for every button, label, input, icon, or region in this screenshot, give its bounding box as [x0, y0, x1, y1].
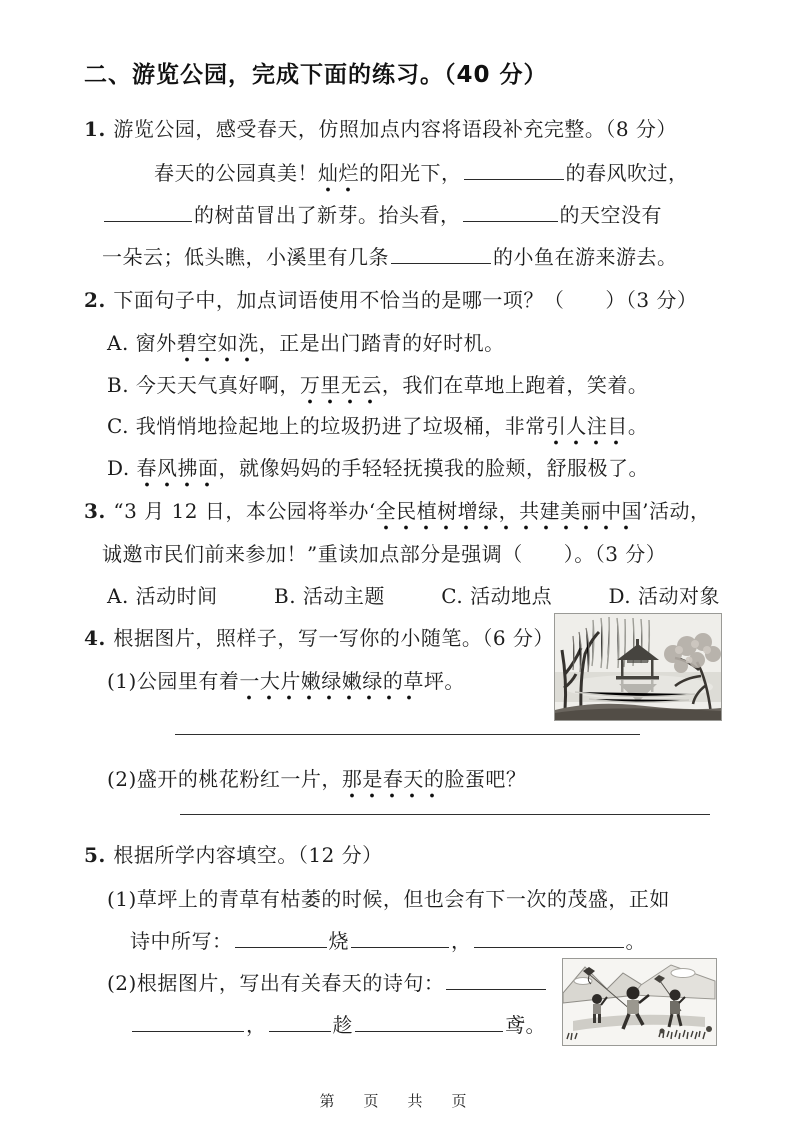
text-segment: ，就像妈妈的手轻轻抚摸我的脸颊，舒服极了。	[218, 456, 650, 480]
q3-prompt-line2	[102, 539, 666, 569]
emphasized-text: 全民植树增绿，共建美丽中国	[376, 499, 643, 531]
answer-blank[interactable]	[104, 201, 192, 222]
text-segment: 烧	[328, 929, 349, 953]
kite-illustration-svg	[563, 959, 716, 1045]
section-title: 二、游览公园，完成下面的练习。（40 分）	[84, 62, 548, 88]
q5-prompt	[84, 840, 383, 870]
answer-blank[interactable]	[474, 927, 624, 948]
q1-paragraph-line3	[102, 242, 678, 272]
q2-prompt	[84, 285, 697, 315]
q5-sub2-line2	[130, 1010, 546, 1040]
answer-blank[interactable]	[132, 1011, 244, 1032]
q1-paragraph-line2	[102, 200, 662, 230]
text-segment: 的阳光下，	[359, 161, 462, 185]
q1-paragraph-line1	[154, 158, 689, 188]
children-flying-kites-illustration	[562, 958, 717, 1046]
text-segment: ’活动，	[642, 499, 711, 523]
q3-options-row	[107, 581, 720, 611]
emphasized-text: 引人注目	[546, 414, 628, 446]
answer-blank[interactable]	[446, 969, 546, 990]
answer-blank[interactable]	[351, 927, 449, 948]
answer-blank[interactable]	[391, 243, 491, 264]
text-segment: 趁	[332, 1013, 353, 1037]
q3-option-c: C. 活动地点	[441, 584, 553, 608]
text-segment: 2.	[84, 288, 114, 312]
park-illustration-svg	[555, 614, 721, 720]
emphasized-text: 灿烂	[318, 161, 359, 193]
text-segment: (2)盛开的桃花粉红一片，	[107, 767, 342, 791]
answer-blank[interactable]	[355, 1011, 503, 1032]
q3-option-b: B. 活动主题	[274, 584, 385, 608]
text-segment: 诗中所写：	[130, 929, 233, 953]
q4-sub2	[107, 764, 526, 794]
text-segment: 根据图片，照样子，写一写你的小随笔。（6 分）	[113, 626, 554, 650]
text-segment: B. 今天天气真好啊，	[107, 373, 300, 397]
q1-prompt	[84, 114, 677, 144]
text-segment: 春天的公园真美！	[154, 161, 318, 185]
text-segment: 一朵云；低头瞧，小溪里有几条	[102, 245, 389, 269]
text-segment: 鸢。	[505, 1013, 546, 1037]
q2-option-b	[107, 370, 648, 400]
q5-sub1-line1	[107, 884, 670, 914]
answer-blank[interactable]	[464, 159, 564, 180]
q2-option-d	[107, 453, 649, 483]
text-segment: 下面句子中，加点词语使用不恰当的是哪一项？（ ）（3 分）	[113, 288, 698, 312]
q3-prompt-line1	[84, 496, 711, 526]
text-segment: A. 窗外	[107, 331, 177, 355]
q2-option-a	[107, 328, 505, 358]
q4-sub1-answer-line[interactable]	[175, 734, 640, 735]
text-segment: 脸蛋吧？	[444, 767, 527, 791]
emphasized-text: 春风拂面	[137, 456, 219, 488]
text-segment: 。	[625, 929, 646, 953]
text-segment: 根据所学内容填空。（12 分）	[113, 843, 383, 867]
text-segment: 坪。	[423, 669, 465, 693]
q5-sub2-line1	[107, 968, 548, 998]
park-lake-pavilion-illustration	[554, 613, 722, 721]
answer-blank[interactable]	[463, 201, 558, 222]
text-segment: 5.	[84, 843, 114, 867]
emphasized-text: 碧空如洗	[177, 331, 259, 363]
text-segment: 的春风吹过，	[565, 161, 689, 185]
text-segment: 的树苗冒出了新芽。抬头看，	[194, 203, 461, 227]
text-segment: ，	[451, 929, 472, 953]
text-segment: “3 月 12 日，本公园将举办‘	[113, 499, 376, 523]
text-segment: ，我们在草地上跑着，笑着。	[381, 373, 649, 397]
answer-blank[interactable]	[269, 1011, 331, 1032]
text-segment: 游览公园，感受春天，仿照加点内容将语段补充完整。（8 分）	[113, 117, 677, 141]
q4-sub2-answer-line[interactable]	[180, 814, 710, 815]
text-segment: 诚邀市民们前来参加！”重读加点部分是强调（ ）。（3 分）	[102, 542, 667, 566]
text-segment: 。	[627, 414, 649, 438]
page-footer: 第 页 共 页	[319, 1092, 474, 1110]
text-segment: (1)公园里有着	[107, 669, 240, 693]
q3-option-d: D. 活动对象	[608, 584, 720, 608]
text-segment: 1.	[84, 117, 114, 141]
q2-option-c	[107, 411, 648, 441]
text-segment: D.	[107, 456, 137, 480]
text-segment: 4.	[84, 626, 114, 650]
q5-sub1-line2	[130, 926, 646, 956]
text-segment: ，	[246, 1013, 267, 1037]
q3-option-a: A. 活动时间	[107, 584, 218, 608]
text-segment: (1)草坪上的青草有枯萎的时候，但也会有下一次的茂盛，正如	[107, 887, 670, 911]
text-segment: 的小鱼在游来游去。	[493, 245, 678, 269]
text-segment: 的天空没有	[559, 203, 662, 227]
text-segment: ，正是出门踏青的好时机。	[258, 331, 505, 355]
emphasized-text: 一大片嫩绿嫩绿的草	[239, 669, 424, 701]
q4-sub1	[107, 666, 465, 696]
text-segment: C. 我悄悄地捡起地上的垃圾扔进了垃圾桶，非常	[107, 414, 546, 438]
answer-blank[interactable]	[235, 927, 327, 948]
q4-prompt	[84, 623, 554, 653]
text-segment: 3.	[84, 499, 114, 523]
emphasized-text: 那是春天的	[342, 767, 445, 799]
emphasized-text: 万里无云	[300, 373, 382, 405]
text-segment: (2)根据图片，写出有关春天的诗句：	[107, 971, 445, 995]
